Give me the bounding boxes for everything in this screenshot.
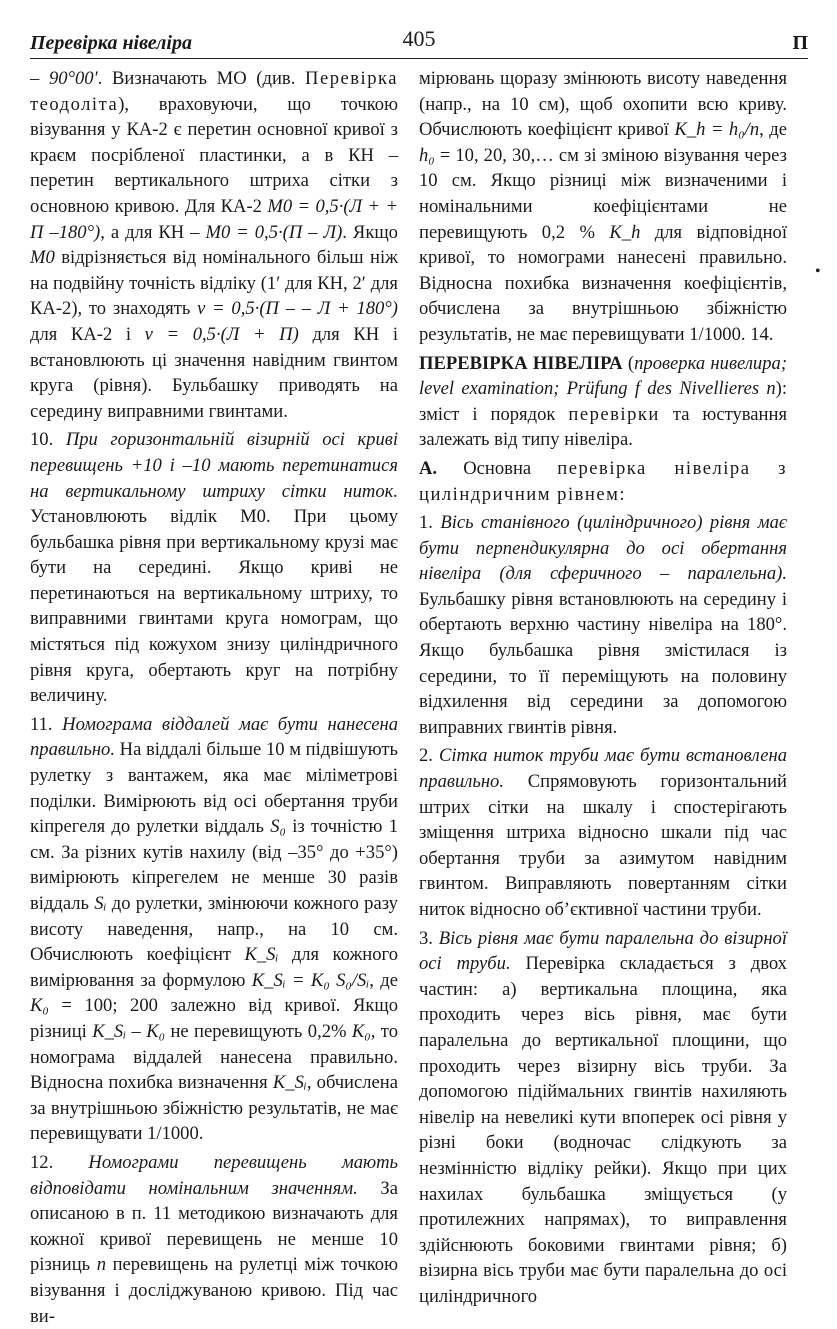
page-number: 405 xyxy=(402,26,436,51)
entry-level-examination: ПЕРЕВІРКА НІВЕЛІРА (проверка нивелира; level examination; Prüfung f des Nivellieres n): зміст і порядок перевірки та юстування залежать від типу нівеліра. xyxy=(419,352,788,451)
entry-headword: ПЕРЕВІРКА НІВЕЛІРА xyxy=(419,352,623,374)
check-item-3: 3. Вісь рівня має бути паралельна до візирної осі труби. Перевірка складається з двох частин: а) вертикальна площина, яка проходить через вісь рівня, має бути паралельна до вертикальної площини, що проходить через візирну вісь труби. За допомогою підіймальних гвинтів нахиляють нівелір на невеликі кути впоперек осі рівня у різні боки (водночас слідкують за незмінністю відліку рейки). Якщо при цих нахилах бульбашка зміщується (у протилежних напрямах), то виправлення здійснюють боковими гвинтами рівня; б) візирна вісь труби має бути паралельна до осі циліндричного xyxy=(419,927,787,1307)
paragraph-continuation-right: мірювань щоразу змінюють висоту наведення (напр., на 10 см), щоб охопити всю криву. Обчислюють коефіцієнт кривої K_h = h₀/n, де h₀ = 10, 20, 30,… см зі зміною візування через 10 см. Якщо різниці між визначеними і номінальними коефіцієнтами не перевищують 0,2 % K_h для відповідної кривої, то номограми нанесені правильно. Відносна похибка визначення коефіцієнтів, обчислена за внутрішньою збіжністю результатів, не має перевищувати 1/1000. 14. xyxy=(419,68,787,345)
section-a-heading: А. Основна перевірка нівеліра з циліндричним рівнем: xyxy=(419,457,787,505)
paragraph-item-11: 11. Номограма віддалей має бути нанесена правильно. На віддалі більше 10 м підвішують рулетку з вантажем, яка має міліметрові поділки. Вимірюють від осі обертання труби кіпрегеля до рулетки віддаль S₀ із точністю 1 см. За різних кутів нахилу (від –35° до +35°) вимірюють кіпрегелем не менше 30 разів віддаль Sᵢ до рулетки, змінюючи кожного разу висоту наведення, напр., на 10 см. Обчислюють коефіцієнт K_Sᵢ для кожного вимірювання за формулою K_Sᵢ = K₀ S₀/Sᵢ, де K₀ = 100; 200 залежно від кривої. Якщо різниці K_Sᵢ – K₀ не перевищують 0,2% K₀, то номограма віддалей нанесена правильно. Відносна похибка визначення K_Sᵢ, обчислена за внутрішньою збіжністю результатів, не має перевищувати 1/1000. xyxy=(30,713,399,1145)
running-title: Перевірка нівеліра xyxy=(30,32,192,54)
section-letter: П xyxy=(792,32,808,54)
paragraph-continuation: – 90°00′. Визначають МО (див. Перевірка теодоліта), враховуючи, що точкою візування у КА-2 є перетин основної кривої з краєм посрібленої пластинки, а в КН – перетин вертикального штриха сітки з основною кривою. Для КА-2 М0 = 0,5·(Л + + П –180°), а для КН – М0 = 0,5·(П – Л). Якщо М0 відрізняється від номінального більш ніж на подвійну точність відліку (1′ для КН, 2′ для КА-2), то знаходять v = 0,5·(П – – Л + 180°) для КА-2 і v = 0,5·(Л + П) для КН і встановлюють ці значення навідним гвинтом круга (рівня). Бульбашку приводять на середину виправними гвинтами. xyxy=(30,68,399,422)
margin-mark: • xyxy=(815,263,821,280)
check-item-1: 1. Вісь станівного (циліндричного) рівня має бути перпендикулярна до осі обертання нівеліра (для сферичного – паралельна). Бульбашку рівня встановлюють на середину і обертають верхню частину нівеліра на 180°. Якщо бульбашка рівня змістилася із середини, то її переміщують на половину відхилення від середини за допомогою виправних гвинтів рівня. xyxy=(419,512,787,738)
check-item-2: 2. Сітка ниток труби має бути встановлена правильно. Спрямовують горизонтальний штрих сітки на шкалу і спостерігають зміщення штриха відносно шкали під час обертання труби за азимутом навідним гвинтом. Виправляють повертанням сітки ниток відносно об’єктивної частини труби. xyxy=(419,745,788,920)
paragraph-item-10: 10. При горизонтальній візирній осі криві перевищень +10 і –10 мають перетинатися на вертикальному штриху сітки ниток. Установлюють відлік М0. При цьому бульбашка рівня при вертикальному крузі має бути на середині. Якщо криві не перетинаються на вертикальному штриху, то виправними гвинтами круга номограм, що містяться під кожухом знизу циліндричного рівня круга, обертають круг на потрібну величину. xyxy=(30,429,399,707)
header-rule xyxy=(30,58,808,59)
paragraph-item-12: 12. Номограми перевищень мають відповідати номінальним значенням. За описаною в п. 11 методикою визначають для кожної кривої перевищень не менше 10 різниць n перевищень на рулетці між точкою візування і досліджуваною кривою. Під час ви- xyxy=(30,1151,398,1327)
left-column xyxy=(30,66,398,1329)
page-header xyxy=(30,22,808,58)
right-column xyxy=(419,66,787,1310)
